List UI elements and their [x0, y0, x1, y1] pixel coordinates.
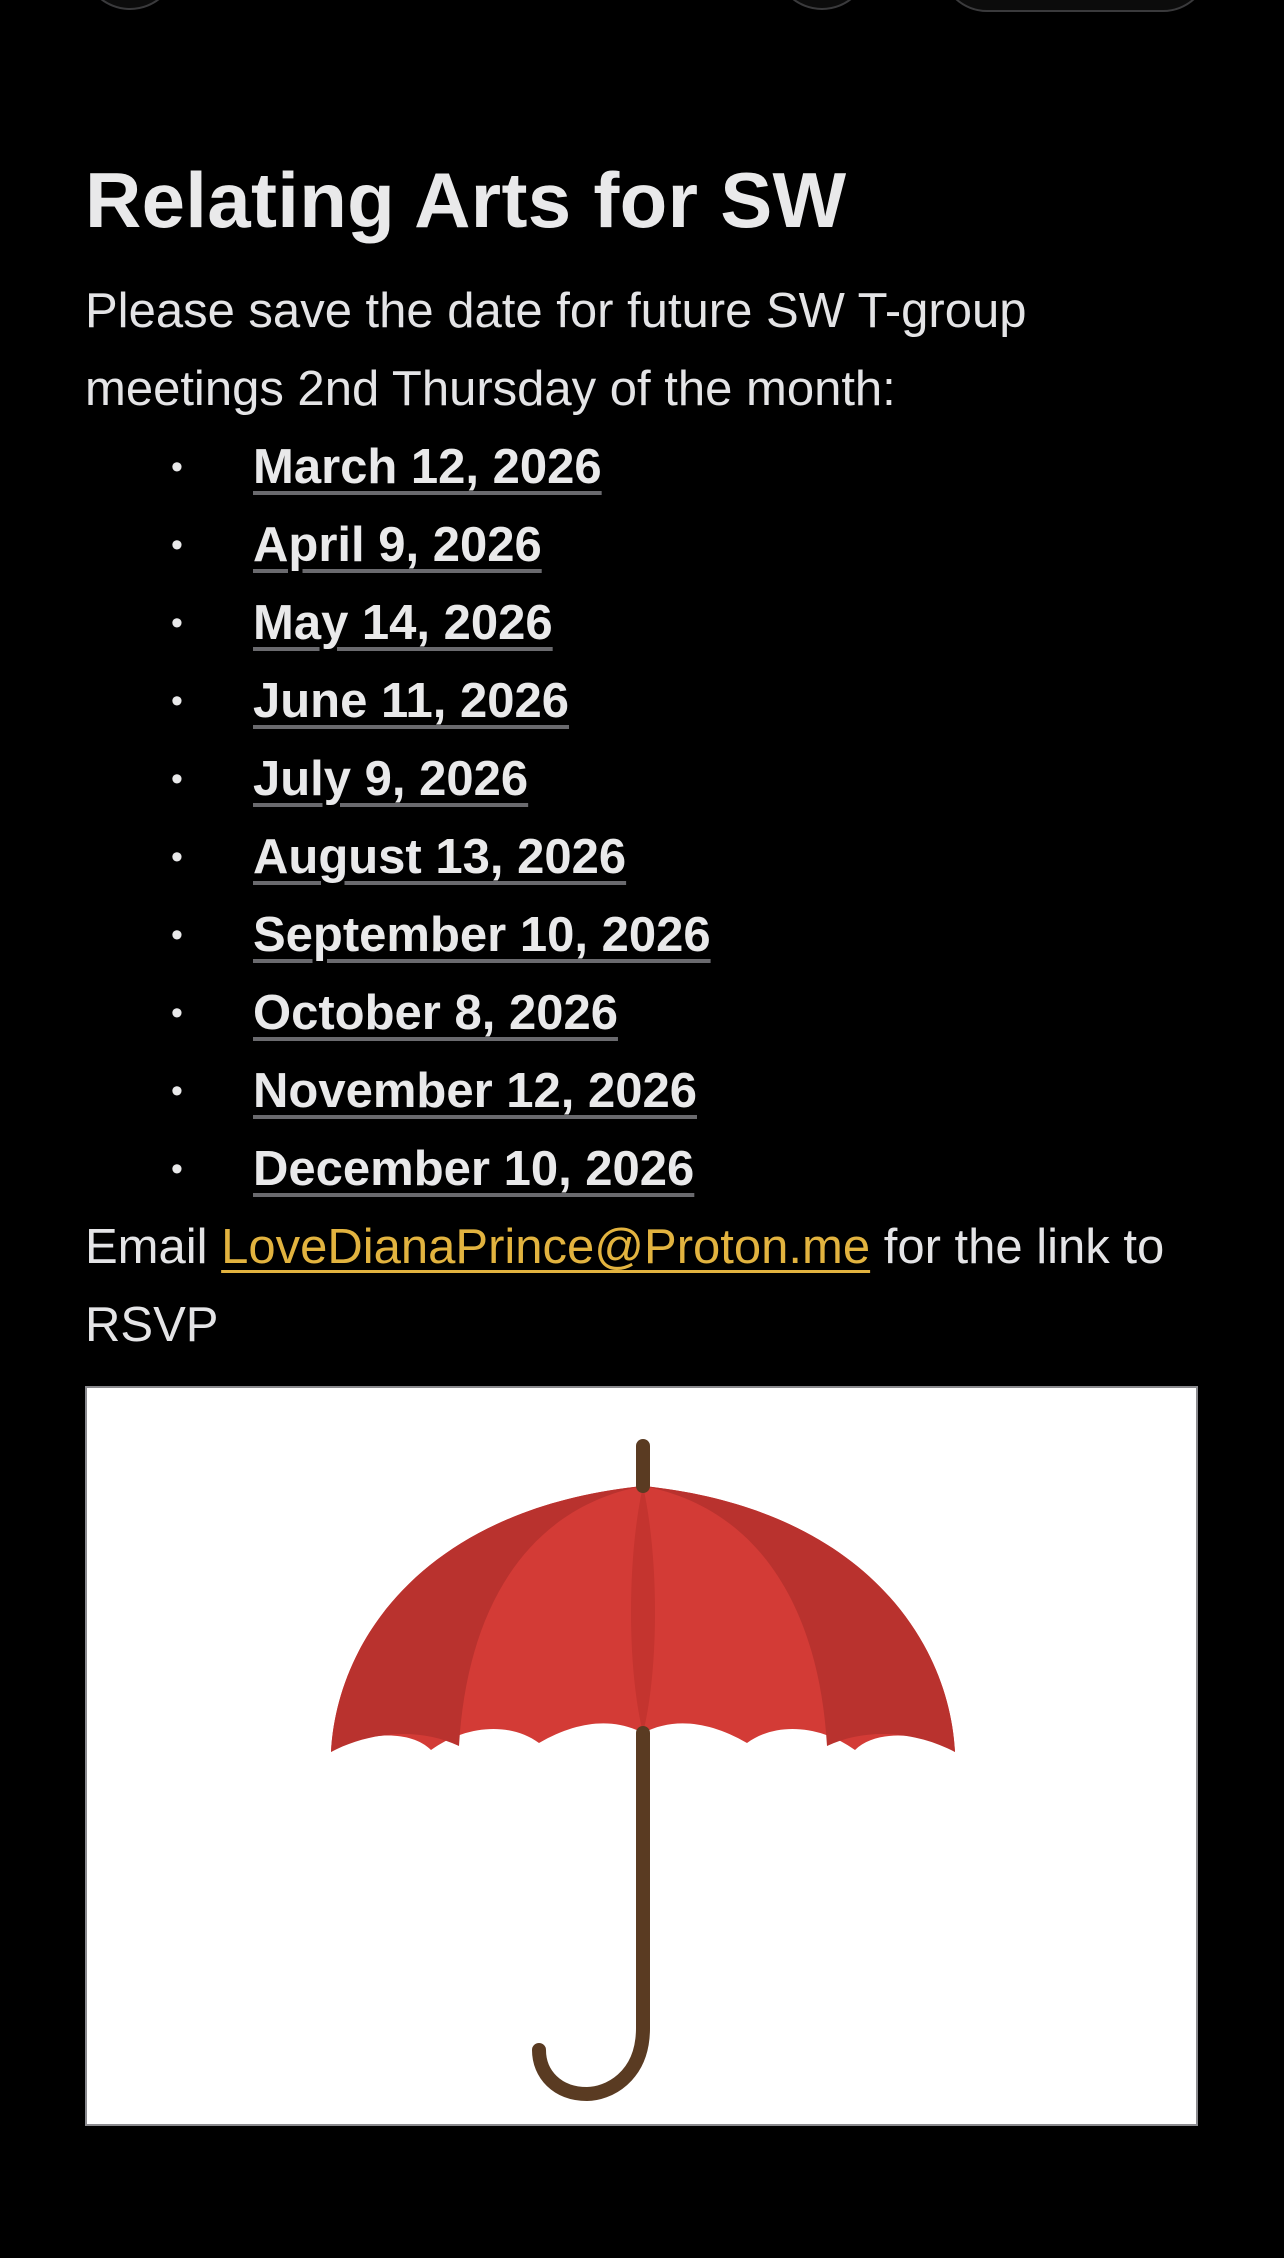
list-item [85, 506, 1200, 584]
list-item [85, 974, 1200, 1052]
date-link[interactable]: November 12, 2026 [253, 1064, 697, 1118]
list-item [85, 1130, 1200, 1208]
date-link[interactable]: December 10, 2026 [253, 1142, 695, 1196]
bullet-icon: • [171, 526, 183, 564]
rsvp-prefix: Email [85, 1220, 222, 1274]
list-item [85, 740, 1200, 818]
list-item [85, 662, 1200, 740]
date-link[interactable]: March 12, 2026 [253, 440, 602, 494]
list-item [85, 896, 1200, 974]
umbrella-image[interactable] [85, 1386, 1198, 2126]
bullet-icon: • [171, 1150, 183, 1188]
bullet-icon: • [171, 994, 183, 1032]
post-content [85, 150, 1200, 1364]
bullet-icon: • [171, 682, 183, 720]
date-link[interactable]: May 14, 2026 [253, 596, 553, 650]
umbrella-handle [539, 1733, 643, 2094]
page-title: Relating Arts for SW [85, 156, 847, 244]
meeting-dates-list [85, 428, 1200, 1208]
intro-text: Please save the date for future SW T-group meetings 2nd Thursday of the month: [85, 284, 1027, 416]
list-item [85, 818, 1200, 896]
toolbar-pill-button[interactable] [940, 0, 1210, 12]
rsvp-text [85, 1208, 1200, 1364]
back-button[interactable] [82, 0, 178, 10]
date-link[interactable]: August 13, 2026 [253, 830, 627, 884]
bullet-icon: • [171, 604, 183, 642]
action-button[interactable] [774, 0, 870, 10]
bullet-icon: • [171, 448, 183, 486]
list-item [85, 428, 1200, 506]
email-link[interactable]: LoveDianaPrince@Proton.me [221, 1220, 871, 1274]
list-item [85, 1052, 1200, 1130]
rsvp-suffix: for the link to RSVP [85, 1220, 1165, 1352]
bullet-icon: • [171, 838, 183, 876]
list-item [85, 584, 1200, 662]
date-link[interactable]: June 11, 2026 [253, 674, 570, 728]
bullet-icon: • [171, 1072, 183, 1110]
date-link[interactable]: July 9, 2026 [253, 752, 529, 806]
date-link[interactable]: April 9, 2026 [253, 518, 542, 572]
umbrella-icon [87, 1388, 1196, 2124]
bullet-icon: • [171, 760, 183, 798]
date-link[interactable]: October 8, 2026 [253, 986, 618, 1040]
bullet-icon: • [171, 916, 183, 954]
date-link[interactable]: September 10, 2026 [253, 908, 711, 962]
